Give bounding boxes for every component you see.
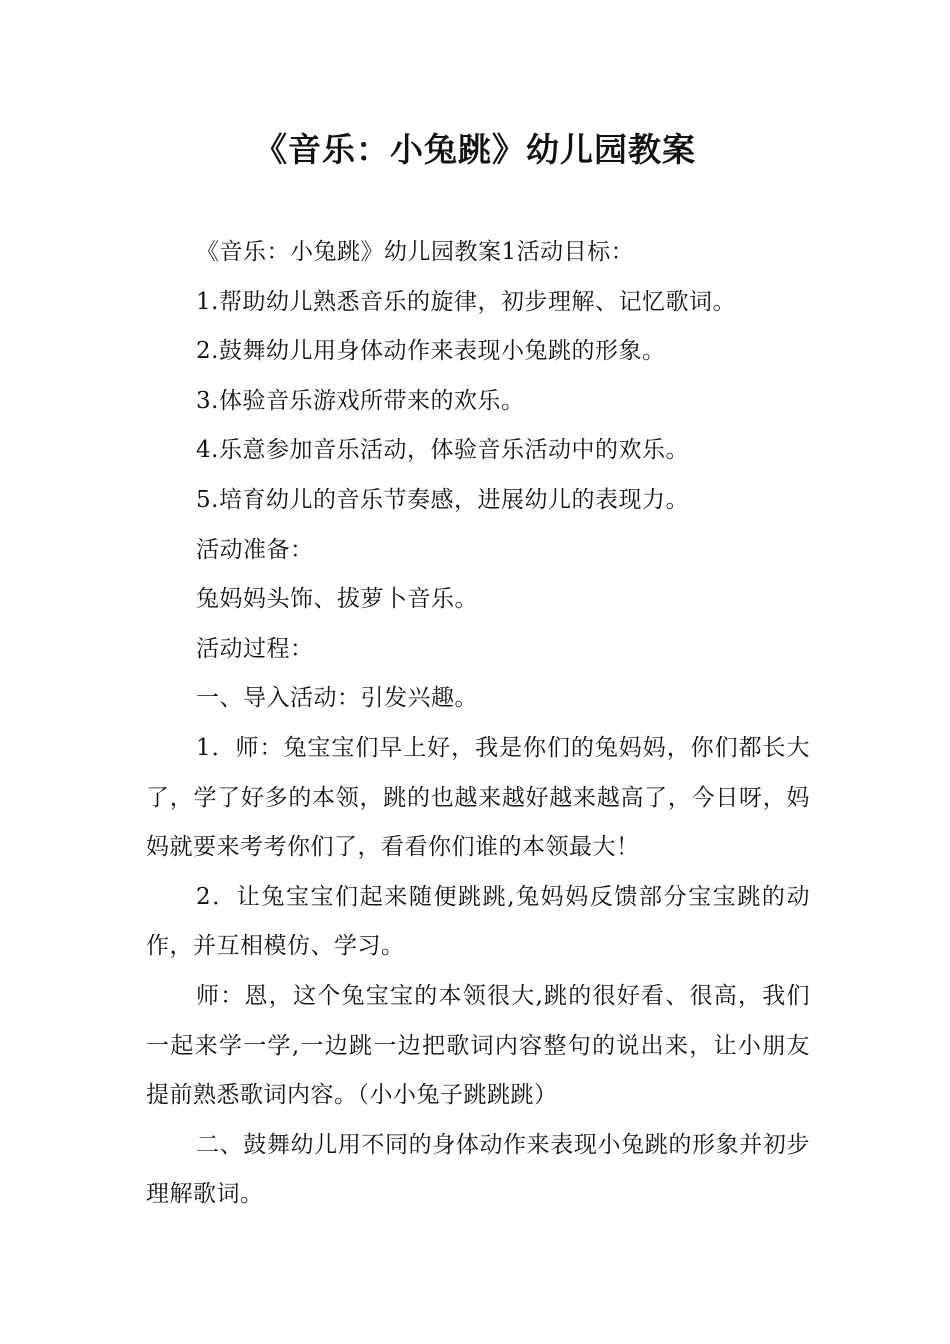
paragraph-step-1-1: 1．师：兔宝宝们早上好，我是你们的兔妈妈，你们都长大了，学了好多的本领，跳的也越来越好越来越高了，今日呀，妈妈就要来考考你们了，看看你们谁的本领最大！ — [146, 734, 810, 861]
paragraph-intro: 《音乐：小兔跳》幼儿园教案1活动目标： — [196, 239, 635, 265]
paragraph-goal-2: 2.鼓舞幼儿用身体动作来表现小兔跳的形象。 — [196, 338, 666, 365]
paragraph-step-1-2: 2．让兔宝宝们起来随便跳跳,兔妈妈反馈部分宝宝跳的动作，并互相模仿、学习。 — [146, 883, 810, 960]
paragraph-materials: 兔妈妈头饰、拔萝卜音乐。 — [196, 586, 478, 613]
paragraph-step-1-heading: 一、导入活动：引发兴趣。 — [196, 685, 478, 712]
paragraph-goal-4: 4.乐意参加音乐活动，体验音乐活动中的欢乐。 — [196, 437, 689, 464]
paragraph-goal-5: 5.培育幼儿的音乐节奏感，进展幼儿的表现力。 — [196, 486, 689, 513]
paragraph-teacher-remark: 师：恩，这个兔宝宝的本领很大,跳的很好看、很高，我们一起来学一学,一边跳一边把歌词内容整句的说出来，让小朋友提前熟悉歌词内容。（小小兔子跳跳跳） — [146, 982, 810, 1109]
paragraph-goal-3: 3.体验音乐游戏所带来的欢乐。 — [196, 387, 525, 414]
document-body — [146, 228, 810, 1220]
page-title: 《音乐：小兔跳》幼儿园教案 — [254, 130, 696, 169]
section-heading-process: 活动过程： — [196, 635, 314, 662]
section-heading-preparation: 活动准备： — [196, 536, 314, 563]
paragraph-goal-1: 1.帮助幼儿熟悉音乐的旋律，初步理解、记忆歌词。 — [196, 288, 736, 315]
paragraph-step-2-heading: 二、鼓舞幼儿用不同的身体动作来表现小兔跳的形象并初步理解歌词。 — [146, 1131, 810, 1208]
